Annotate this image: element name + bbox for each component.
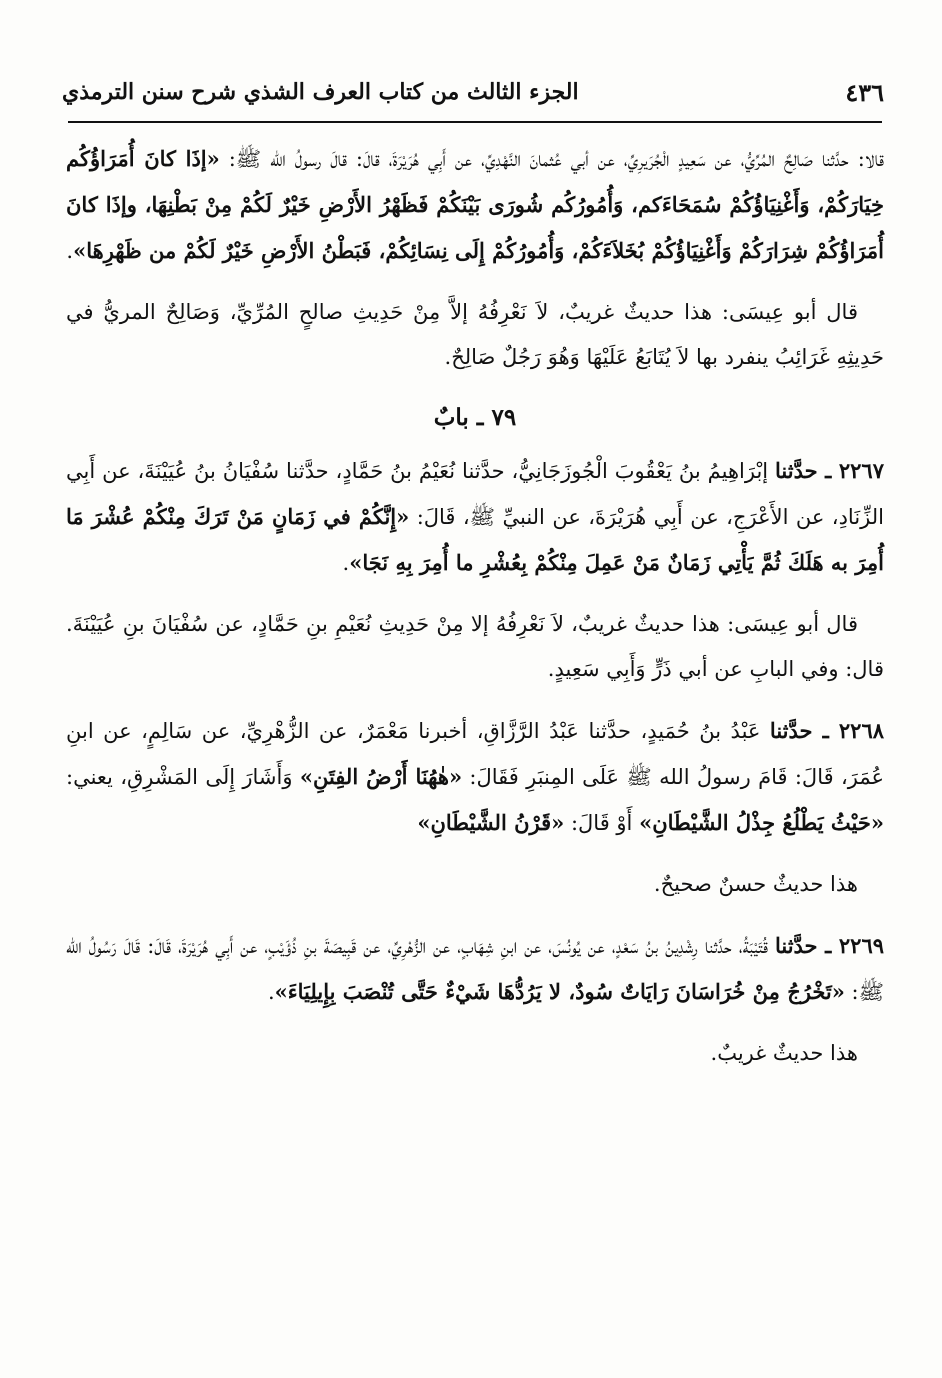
punctuation: . <box>66 239 74 263</box>
section-heading: ٧٩ ـ بابٌ <box>433 404 517 431</box>
isnad-text: قُتَيْبَةُ، حدَّثنا رِشْدِينُ بنُ سَعْدٍ، عن يُونُسَ، عن ابنِ شِهَابٍ، عن الزُّهْرِيِّ، عن قَبِيصَةَ بنِ ذُؤَيْبٍ، عن أَبِي هُرَيْرَةَ، قَالَ: قَالَ رَسُولُ الله ﷺ: <box>66 934 884 1004</box>
paragraph-6-grading <box>66 862 884 907</box>
header-rule <box>68 121 882 123</box>
page-header <box>62 72 884 112</box>
narration-text: وَأَشَارَ إِلَى المَشْرِقِ، يعني: <box>66 765 300 789</box>
hadith-number-2268: ٢٢٦٨ ـ حدَّثنا <box>769 718 885 743</box>
hadith-text: «هٰهُنَا أَرْضُ الفِتَنِ» <box>299 764 463 789</box>
hadith-text: «تَخْرُجُ مِنْ خُرَاسَانَ رَايَاتٌ سُودٌ، لا يَرُدُّهَا شَيْءٌ حَتَّى تُنْصَبَ بِإِيلِيَاءَ» <box>274 979 845 1004</box>
paragraph-2-commentary <box>66 290 884 380</box>
running-title: الجزء الثالث من كتاب العرف الشذي شرح سنن الترمذي <box>62 79 579 105</box>
isnad-text: عَبْدُ بنُ حُمَيدٍ، حدَّثنا عَبْدُ الرَّزَّاقِ، أخبرنا مَعْمَرٌ، عن الزُّهْرِيِّ، عن سَالِمٍ، عن ابنِ عُمَرَ، قَالَ: قَامَ رسولُ الله ﷺ عَلَى المِنبَرِ فَقَالَ: <box>66 719 884 789</box>
hadith-number-2267: ٢٢٦٧ ـ حدَّثنا <box>775 458 884 483</box>
punctuation: . <box>267 980 275 1004</box>
hadith-number-2269: ٢٢٦٩ ـ حدَّثنا <box>774 933 885 958</box>
hadith-2268 <box>66 708 884 846</box>
narration-text: قالا: حدَّثنا صَالِحٌ المُرِّيُّ، عن سَعِيدٍ الْجُرَيرِيِّ، عن أبي عُثمانَ النَّهْدِيِّ، عن أَبِي هُرَيْرَةَ، قالَ: قالَ رسولُ الله ﷺ: <box>219 147 884 171</box>
hadith-text: «إذَا كانَ أُمَرَاؤُكُم خِيَارَكُمْ، وَأَغْنِيَاؤُكُمْ سُمَحَاءَكم، وَأُمُورُكُم شُورَى بَيْنَكُمْ فَظَهْرُ الأَرْضِ خَيْرٌ لَكُمْ مِنْ بَطْنِهَا، وإذَا كانَ أُمَرَاؤُكُمْ شِرَارَكُمْ وَأَغْنِيَاؤُكُمْ بُخَلاَءَكُمْ، وَأُمُورُكُمْ إِلَى نِسَائِكُمْ، فَبَطْنُ الأَرْضِ خَيْرٌ لَكُمْ من ظَهْرِهَا» <box>66 146 884 263</box>
page-number: ٤٣٦ <box>845 77 884 107</box>
hadith-text: «قَرْنُ الشَّيْطَانِ» <box>417 810 565 835</box>
grading-text: هذا حديثٌ غريبٌ. <box>710 1041 858 1065</box>
hadith-2267 <box>66 448 884 586</box>
grading-text: هذا حديثٌ حسنٌ صحيحٌ. <box>653 872 858 896</box>
commentary-text: قال أبو عِيسَى: هذا حديثٌ غريبٌ، لاَ نَعْرِفُهُ إلا مِنْ حَدِيثِ نُعَيْمِ بنِ حَمَّادٍ، عن سُفْيَانَ بنِ عُيَيْنَةَ. قال: وفي البابِ عن أبي ذَرٍّ وَأَبِي سَعِيدٍ. <box>66 612 884 681</box>
punctuation: . <box>342 551 350 575</box>
hadith-2269 <box>66 923 884 1015</box>
narration-text: أَوْ قَالَ: <box>564 811 640 835</box>
page-body <box>66 136 884 1092</box>
hadith-text: «إِنَّكُمْ في زَمَانٍ مَنْ تَرَكَ مِنْكُمْ عُشْرَ مَا أُمِرَ به هَلَكَ ثُمَّ يَأْتِي زَمَانٌ مَنْ عَمِلَ مِنْكُمْ بِعُشْرِ ما أُمِرَ بِهِ نَجَا» <box>66 504 884 575</box>
hadith-text: «حَيْثُ يَطْلُعُ جِذْلُ الشَّيْطَانِ» <box>639 810 884 835</box>
paragraph-1 <box>66 136 884 274</box>
isnad-text: إبْرَاهِيمُ بنُ يَعْقُوبَ الْجُوزَجَانِيُّ، حدَّثنا نُعَيْمُ بنُ حَمَّادٍ، حدَّثنا سُفْيَانُ بنُ عُيَيْنَةَ، عن أَبِي الزِّنَادِ، عن الأَعْرَجِ، عن أَبِي هُرَيْرَةَ، عن النبيِّ ﷺ، قَالَ: <box>66 459 884 529</box>
paragraph-8-grading <box>66 1031 884 1076</box>
commentary-text: قال أبو عِيسَى: هذا حديثٌ غريبٌ، لاَ نَعْرِفُهُ إلاَّ مِنْ حَدِيثِ صالحٍ المُرِّيِّ، وَصَالِحٌ المريُّ في حَدِيثِهِ غَرَائِبُ ينفرد بها لاَ يُتَابَعُ عَلَيْهَا وَهُوَ رَجُلٌ صَالِحٌ. <box>66 300 884 369</box>
paragraph-4-commentary <box>66 602 884 692</box>
